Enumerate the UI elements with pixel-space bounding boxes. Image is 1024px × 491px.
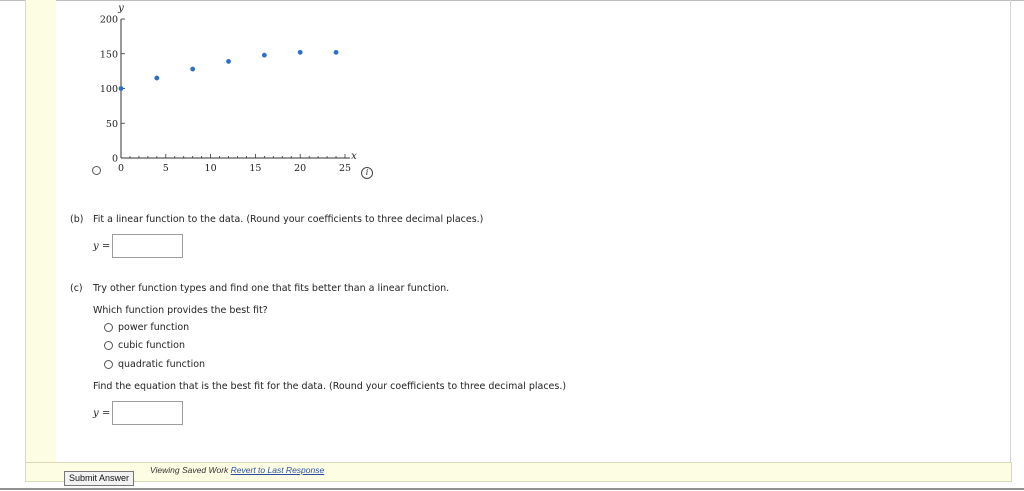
part-c-instructions: Try other function types and find one that fits better than a linear function. (93, 283, 450, 294)
x-tick-label: 25 (338, 163, 352, 174)
x-tick-label: 20 (294, 163, 307, 174)
x-tick-label: 15 (249, 163, 262, 174)
y-tick-label: 200 (99, 14, 118, 26)
data-point (334, 50, 339, 55)
cubic-radio[interactable] (104, 341, 113, 350)
data-point (262, 53, 267, 58)
best-fit-question: Which function provides the best fit? (93, 305, 268, 316)
option-power[interactable] (104, 322, 189, 333)
data-point (190, 67, 195, 72)
option-quadratic[interactable] (104, 359, 205, 370)
viewing-text: Viewing Saved Work (150, 465, 229, 475)
part-c-label: (c) (70, 283, 83, 294)
revert-link[interactable]: Revert to Last Response (230, 465, 325, 475)
x-tick-label: 0 (117, 163, 125, 174)
data-point (298, 50, 303, 55)
x-axis-label: x (351, 151, 357, 162)
quadratic-radio[interactable] (104, 360, 113, 369)
option-label: cubic function (118, 340, 185, 351)
part-b-instructions: Fit a linear function to the data. (Round your coefficients to three decimal places.) (93, 214, 484, 225)
data-point (226, 59, 231, 64)
y-tick-label: 0 (111, 153, 118, 165)
part-b-label: (b) (70, 214, 84, 225)
option-cubic[interactable] (104, 340, 185, 351)
linear-function-input[interactable] (112, 234, 183, 258)
y-axis-label: y (118, 3, 124, 14)
submit-answer-button[interactable]: Submit Answer (64, 471, 134, 486)
saved-work-status (150, 465, 324, 475)
data-point (119, 86, 124, 91)
x-tick-label: 10 (204, 163, 217, 174)
y-tick-label: 50 (105, 118, 118, 130)
info-icon[interactable]: i (361, 167, 373, 179)
best-fit-equation-input[interactable] (112, 401, 183, 425)
y-tick-label: 150 (99, 49, 118, 61)
equation-prompt: Find the equation that is the best fit for the data. (Round your coefficients to three decimal places.) (93, 381, 567, 392)
y-tick-label: 100 (99, 84, 118, 95)
part-c-y-equals: y = (93, 408, 111, 419)
data-point (154, 76, 159, 81)
window-bottom-border (0, 488, 1024, 490)
option-label: quadratic function (118, 359, 206, 370)
part-b-y-equals: y = (93, 241, 111, 252)
power-radio[interactable] (104, 323, 113, 332)
option-label: power function (118, 322, 190, 333)
graph-choice-radio[interactable] (92, 166, 101, 175)
x-tick-label: 5 (162, 163, 169, 174)
